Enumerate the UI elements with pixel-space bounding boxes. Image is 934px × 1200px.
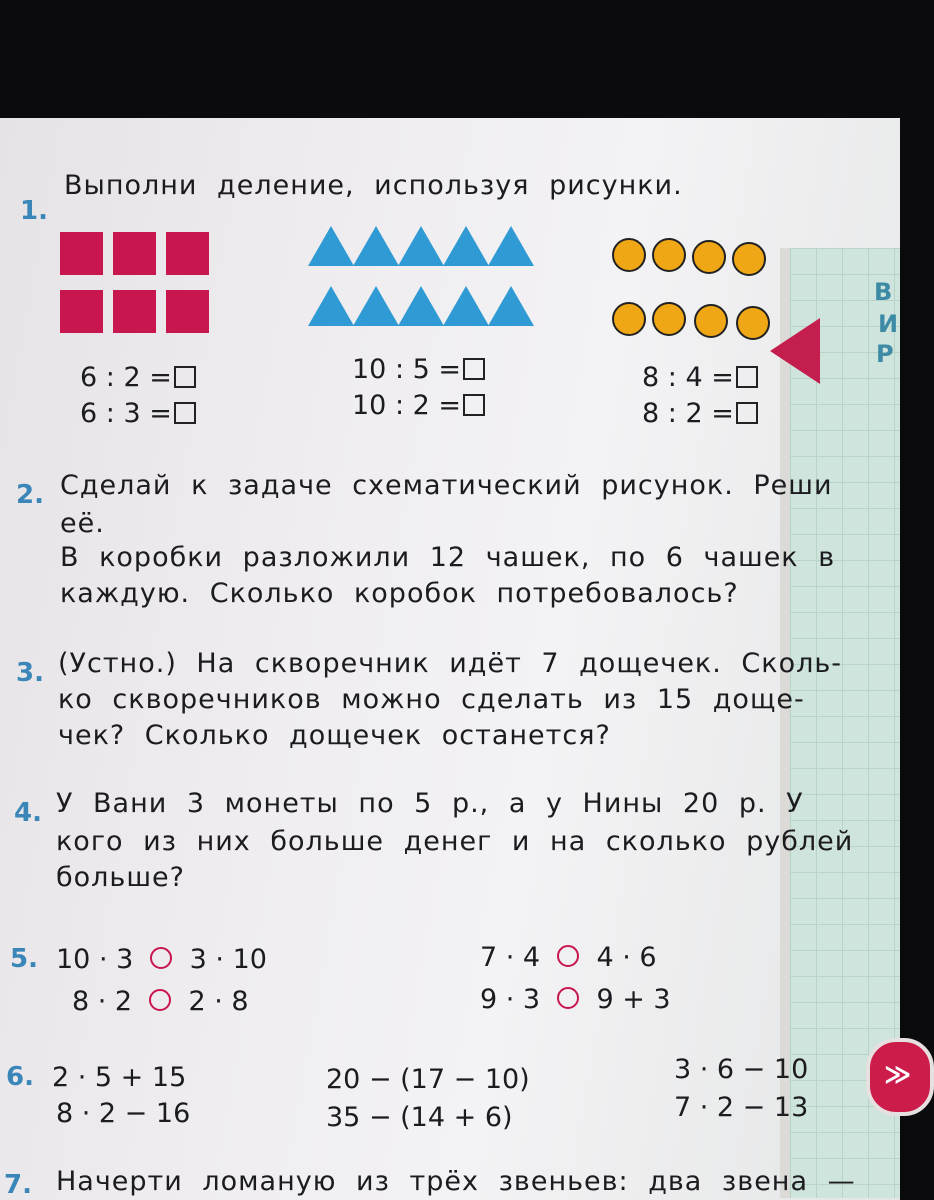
answer-box [463,394,485,416]
side-chevron-button[interactable] [866,1038,934,1116]
task3-line: (Устно.) На скворечник идёт 7 дощечек. Сколь- [58,648,842,679]
triangle-shape [398,286,444,326]
expression-item: 2 · 5 + 15 [52,1062,187,1093]
answer-box [736,366,758,388]
division-expression [642,398,758,429]
expression-text: 8 : 4 = [642,362,734,393]
task4-line: кого из них больше денег и на сколько рублей [56,826,854,857]
task4-line: У Вани 3 монеты по 5 р., а у Нины 20 р. У [56,788,804,819]
comparison-left: 8 · 2 [72,986,133,1017]
triangle-shape [488,286,534,326]
task1-text: Выполни деление, используя рисунки. [64,170,683,201]
expression-text: 6 : 2 = [80,362,172,393]
comparison-right: 3 · 10 [189,944,267,975]
square-shape [166,290,209,333]
task3-number: 3. [16,658,44,688]
circle-shape [612,238,646,272]
expression-item: 20 − (17 − 10) [326,1064,530,1095]
answer-box [463,358,485,380]
answer-box [174,366,196,388]
circle-shape [652,302,686,336]
circle-shape [736,306,770,340]
task6-number: 6. [6,1062,34,1092]
triangle-shape [398,226,444,266]
task5-number: 5. [10,944,38,974]
comparison-row [56,944,267,975]
triangle-shape [308,286,354,326]
compare-circle [150,947,172,969]
expression-text: 10 : 5 = [352,354,462,385]
task3-line: чек? Сколько дощечек останется? [58,720,611,751]
task2-number: 2. [16,480,44,510]
task3-line: ко скворечников можно сделать из 15 доще- [58,684,805,715]
comparison-left: 7 · 4 [480,942,541,973]
triangle-shape [308,226,354,266]
answer-box [174,402,196,424]
compare-circle [557,945,579,967]
circle-shape [732,242,766,276]
task7-number: 7. [4,1170,32,1200]
triangle-shape [443,286,489,326]
comparison-left: 10 · 3 [56,944,134,975]
division-expression [642,362,758,393]
expression-item: 3 · 6 − 10 [674,1054,809,1085]
division-expression [352,354,485,385]
square-shape [166,232,209,275]
triangle-shape [488,226,534,266]
expression-item: 8 · 2 − 16 [56,1098,191,1129]
task7-text: Начерти ломаную из трёх звеньев: два звена — [56,1166,856,1197]
task4-line: больше? [56,862,185,893]
circle-shape [652,238,686,272]
textbook-page [0,118,912,1200]
square-shape [60,290,103,333]
task2-line: её. [60,508,105,539]
task1-number: 1. [20,196,48,226]
comparison-right: 9 + 3 [596,984,671,1015]
square-shape [60,232,103,275]
expression-item: 35 − (14 + 6) [326,1102,513,1133]
task2-line: каждую. Сколько коробок потребовалось? [60,578,739,609]
comparison-row [480,984,671,1015]
double-chevron-icon: ≫ [884,1060,912,1090]
triangle-shape [443,226,489,266]
comparison-row [72,986,249,1017]
expression-text: 6 : 3 = [80,398,172,429]
comparison-right: 4 · 6 [596,942,657,973]
circle-shape [694,304,728,338]
square-shape [113,290,156,333]
task2-line: Сделай к задаче схематический рисунок. Реши [60,470,833,501]
triangle-shape [353,226,399,266]
division-expression [80,398,196,429]
answer-box [736,402,758,424]
circle-shape [692,240,726,274]
bookmark-triangle-icon [770,318,820,384]
tab-letter-2: И [878,310,899,338]
compare-circle [557,987,579,1009]
task4-number: 4. [14,798,42,828]
comparison-row [480,942,657,973]
division-expression [80,362,196,393]
tab-letter-3: Р [876,340,894,368]
circle-shape [612,302,646,336]
comparison-left: 9 · 3 [480,984,541,1015]
task2-line: В коробки разложили 12 чашек, по 6 чашек в [60,542,836,573]
division-expression [352,390,485,421]
comparison-right: 2 · 8 [188,986,249,1017]
expression-text: 10 : 2 = [352,390,462,421]
compare-circle [149,989,171,1011]
expression-text: 8 : 2 = [642,398,734,429]
square-shape [113,232,156,275]
expression-item: 7 · 2 − 13 [674,1092,809,1123]
triangle-shape [353,286,399,326]
tab-letter-1: В [874,278,893,306]
